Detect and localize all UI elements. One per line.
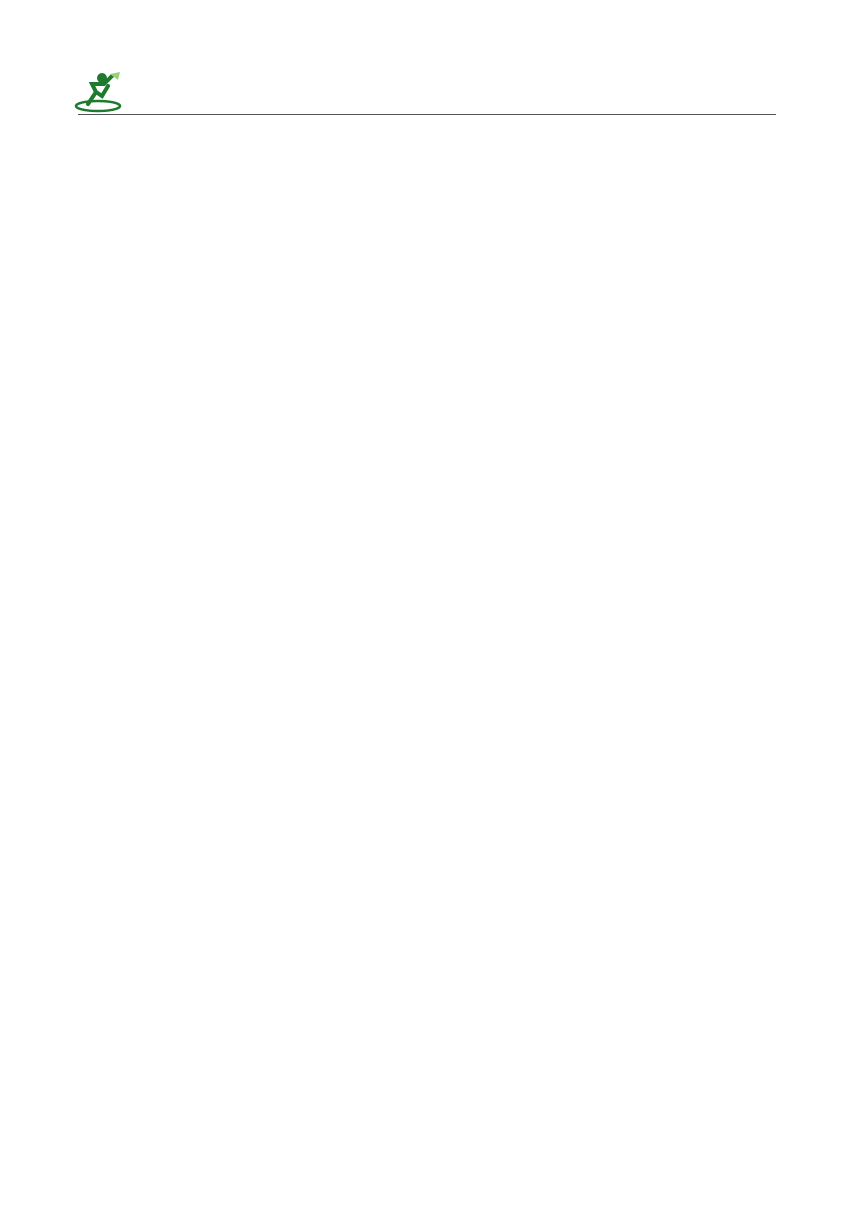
logo (72, 70, 242, 116)
runner-logo-icon (72, 70, 122, 114)
header-rule (78, 114, 776, 115)
